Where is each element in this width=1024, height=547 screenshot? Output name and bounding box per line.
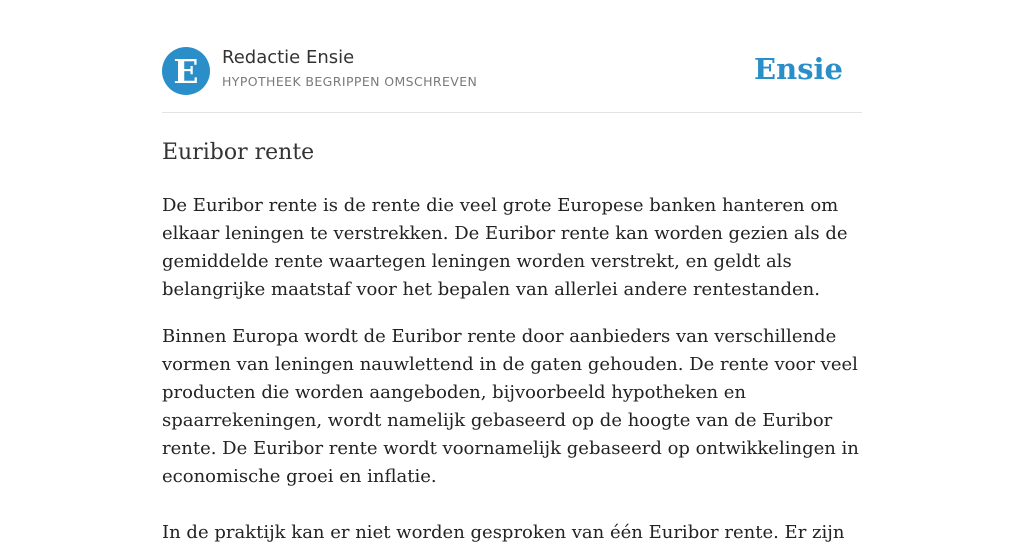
article-paragraph: Binnen Europa wordt de Euribor rente door aanbieders van verschillende vormen van leningen nauwlettend in de gaten gehouden. De rente voor veel producten die worden aangeboden, bijvoorbeeld hypotheken en spaarrekeningen, wordt namelijk gebaseerd op de hoogte van de Euribor rente. De Euribor rente wordt voornamelijk gebaseerd op ontwikkelingen in economische groei en inflatie. [162,326,859,487]
article-header [162,0,862,113]
article-container [162,0,862,547]
article-body [162,192,862,547]
avatar-letter: E [173,51,199,91]
author-tagline: HYPOTHEEK BEGRIPPEN OMSCHREVEN [222,74,478,89]
article-paragraph: De Euribor rente is de rente die veel grote Europese banken hanteren om elkaar leningen te verstrekken. De Euribor rente kan worden gezien als de gemiddelde rente waartegen leningen worden verstrekt, en geldt als belangrijke maatstaf voor het bepalen van allerlei andere rentestanden. [162,195,848,300]
author-name[interactable]: Redactie Ensie [222,47,355,68]
author-avatar[interactable] [162,47,210,95]
article-title: Euribor rente [162,140,315,165]
brand-logo[interactable]: Ensie [754,52,843,86]
article-paragraph: In de praktijk kan er niet worden gesproken van één Euribor rente. Er zijn [162,522,845,543]
